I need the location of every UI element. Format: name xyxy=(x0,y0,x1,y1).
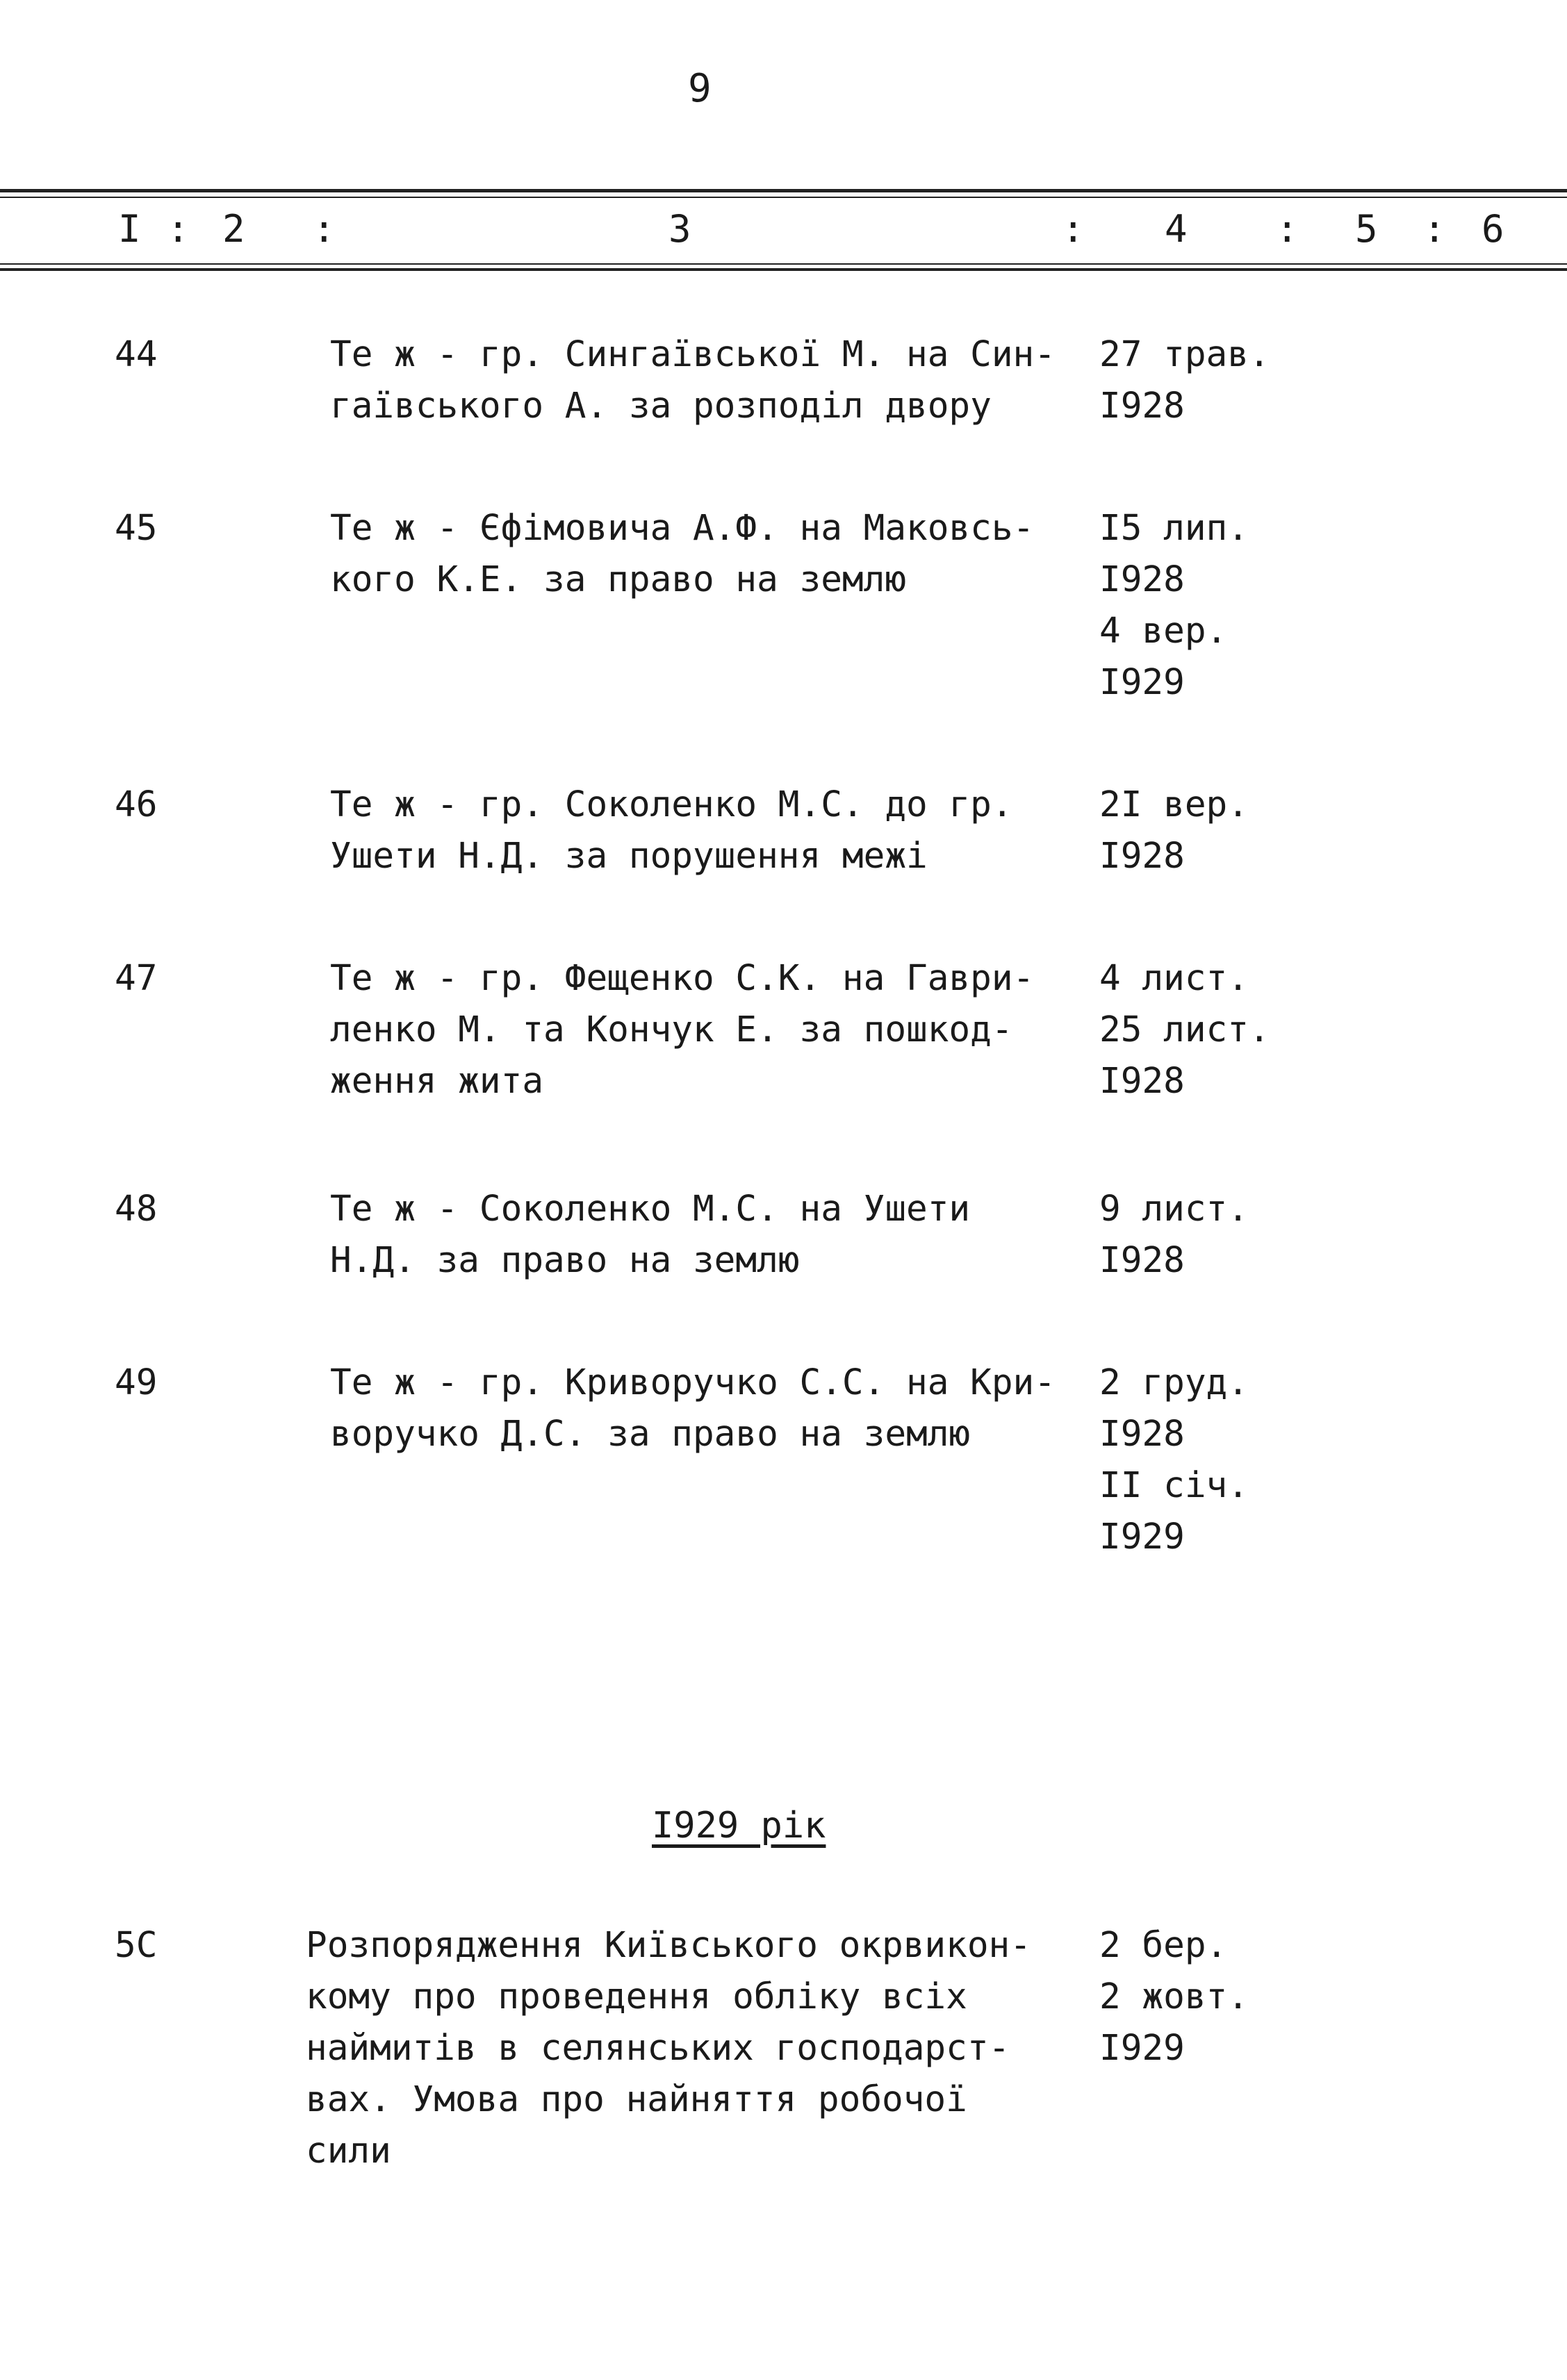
column-separator: : xyxy=(313,207,336,251)
description-line: ленко М. та Кончук Е. за пошкод- xyxy=(330,1009,1013,1050)
entry-dates xyxy=(1099,329,1391,432)
date-line: 27 трав. xyxy=(1099,334,1270,375)
description-line: кому про проведення обліку всіх xyxy=(306,1976,967,2017)
column-header-6: 6 xyxy=(1482,207,1504,251)
page-number: 9 xyxy=(688,66,712,111)
date-line: I5 лип. xyxy=(1099,508,1249,549)
entry-description xyxy=(330,503,1067,606)
date-line: 2I вер. xyxy=(1099,784,1249,825)
date-line: I929 xyxy=(1099,662,1185,703)
date-line: I928 xyxy=(1099,1240,1185,1281)
header-rule-top-thin xyxy=(0,197,1567,198)
description-line: Ушети Н.Д. за порушення межі xyxy=(330,836,928,877)
entry-number: 44 xyxy=(115,334,158,375)
description-line: Н.Д. за право на землю xyxy=(330,1240,800,1281)
year-heading: I929 рік xyxy=(652,1805,826,1846)
entry-description xyxy=(330,329,1067,432)
date-line: II січ. xyxy=(1099,1465,1249,1506)
column-header-row xyxy=(0,207,1567,256)
description-line: Те ж - гр. Соколенко М.С. до гр. xyxy=(330,784,1013,825)
description-line: Те ж - гр. Криворучко С.С. на Кри- xyxy=(330,1362,1056,1403)
column-header-5: 5 xyxy=(1355,207,1378,251)
entry-dates xyxy=(1099,1357,1391,1563)
description-line: Розпорядження Київського окрвикон- xyxy=(306,1925,1031,1966)
date-line: I928 xyxy=(1099,559,1185,600)
description-line: Те ж - гр. Фещенко С.К. на Гаври- xyxy=(330,958,1035,999)
description-line: сили xyxy=(306,2131,391,2172)
column-header-3: 3 xyxy=(668,207,691,251)
column-separator: : xyxy=(1423,207,1446,251)
description-line: Те ж - гр. Сингаївської М. на Син- xyxy=(330,334,1056,375)
entry-number: 45 xyxy=(115,508,158,549)
header-rule-bottom-thin xyxy=(0,263,1567,265)
date-line: I928 xyxy=(1099,1414,1185,1455)
entry-dates xyxy=(1099,503,1391,709)
date-line: 4 лист. xyxy=(1099,958,1249,999)
entry-description xyxy=(330,779,1067,882)
entry-number: 46 xyxy=(115,784,158,825)
description-line: наймитів в селянських господарст- xyxy=(306,2028,1010,2069)
date-line: 25 лист. xyxy=(1099,1009,1270,1050)
date-line: I928 xyxy=(1099,1061,1185,1102)
description-line: кого К.Е. за право на землю xyxy=(330,559,907,600)
column-header-2: 2 xyxy=(222,207,245,251)
date-line: 4 вер. xyxy=(1099,611,1228,652)
date-line: 2 груд. xyxy=(1099,1362,1249,1403)
entry-number: 5C xyxy=(115,1925,158,1966)
entry-number: 47 xyxy=(115,958,158,999)
column-separator: : xyxy=(167,207,190,251)
date-line: I928 xyxy=(1099,836,1185,877)
entry-description xyxy=(330,1357,1067,1460)
entry-dates xyxy=(1099,779,1391,882)
description-line: гаївського А. за розподіл двору xyxy=(330,386,992,427)
entry-description xyxy=(306,1920,1042,2177)
date-line: I929 xyxy=(1099,1517,1185,1557)
column-header-4: 4 xyxy=(1165,207,1188,251)
entry-dates xyxy=(1099,953,1391,1107)
date-line: 9 лист. xyxy=(1099,1189,1249,1230)
description-line: Те ж - Єфімовича А.Ф. на Маковсь- xyxy=(330,508,1035,549)
entry-dates xyxy=(1099,1184,1391,1287)
entry-dates xyxy=(1099,1920,1391,2074)
description-line: вах. Умова про найняття робочої xyxy=(306,2079,967,2120)
header-rule-bottom xyxy=(0,268,1567,271)
column-separator: : xyxy=(1062,207,1085,251)
date-line: I928 xyxy=(1099,386,1185,427)
header-rule-top xyxy=(0,189,1567,192)
date-line: I929 xyxy=(1099,2028,1185,2069)
entry-number: 48 xyxy=(115,1189,158,1230)
entry-description xyxy=(330,1184,1067,1287)
description-line: ження жита xyxy=(330,1061,544,1102)
entry-description xyxy=(330,953,1067,1107)
description-line: Те ж - Соколенко М.С. на Ушети xyxy=(330,1189,971,1230)
date-line: 2 бер. xyxy=(1099,1925,1228,1966)
column-header-1: I xyxy=(118,207,141,251)
date-line: 2 жовт. xyxy=(1099,1976,1249,2017)
entry-number: 49 xyxy=(115,1362,158,1403)
column-separator: : xyxy=(1276,207,1299,251)
description-line: воручко Д.С. за право на землю xyxy=(330,1414,971,1455)
